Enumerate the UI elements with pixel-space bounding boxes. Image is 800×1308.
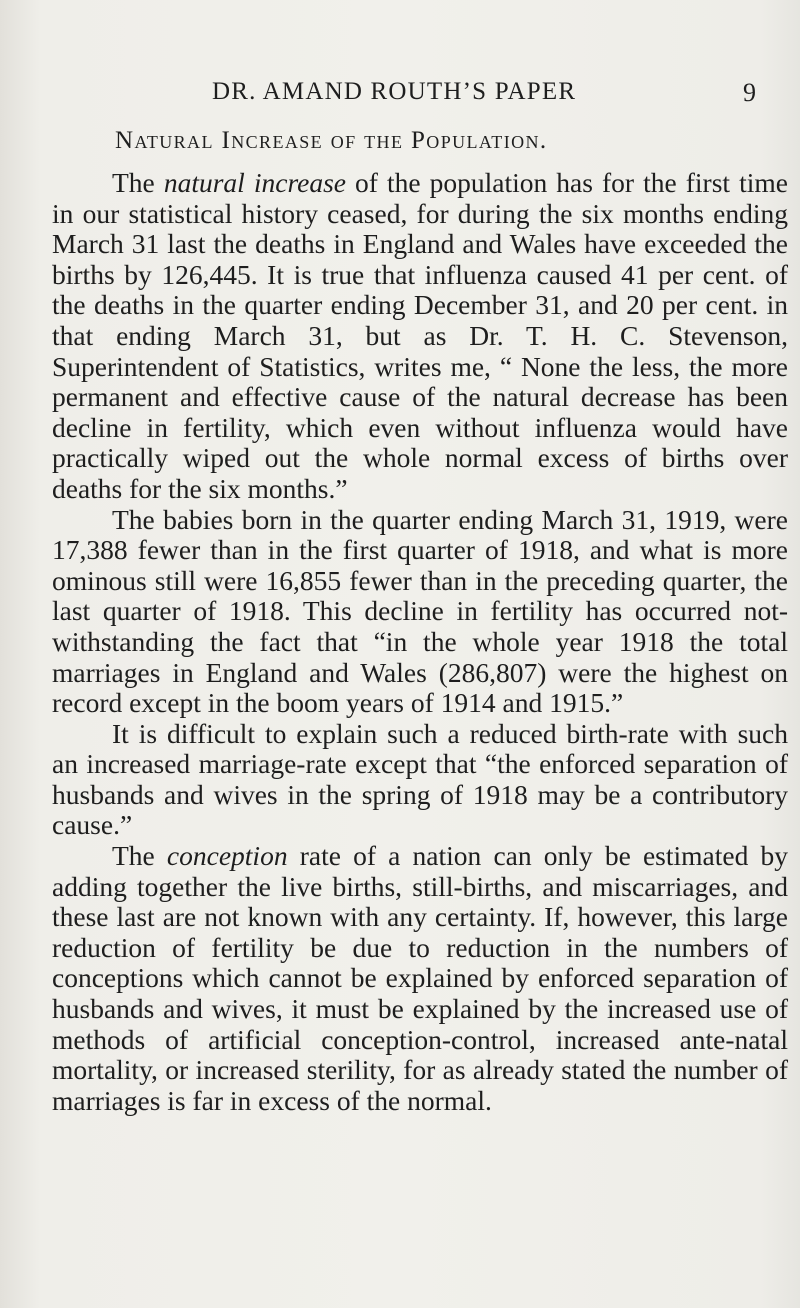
paragraph-lead: The [112,167,164,198]
paragraph-babies-born [52,505,788,719]
emphasis-natural-increase: natural increase [163,167,346,198]
body-text [52,168,788,1116]
paragraph-birth-rate [52,719,788,841]
paragraph-conception-rate [52,841,788,1116]
section-title: Natural Increase of the Population. [115,127,548,154]
paragraph-text: rate of a nation can only be estimated by adding together the live births, still-births, and miscarriages, and these last are not known with any certainty. If, however, this large reduction of fertility be due to reduction in the numbers of conceptions which cannot be explained by enforced separation of husbands and wives, it must be explained by the increased use of methods of artificial conception-control, increased ante-natal mortality, or increased sterility, for as already stated the number of marriages is far in excess of the normal. [52,840,788,1116]
paragraph-natural-increase [52,168,788,505]
paragraph-text: The babies born in the quarter ending March 31, 1919, were 17,388 fewer than in the first quarter of 1918, and what is more ominous still were 16,855 fewer than in the preceding quarter, the last quarter of 1918. This decline in fertility has occurred not-withstanding the fact that “in the whole year 1918 the total marriages in England and Wales (286,807) were the highest on record except in the boom years of 1914 and 1915.” [52,503,788,719]
paragraph-text: It is difficult to explain such a reduced birth-rate with such an increased marriage-rate except that “the enforced separation of husbands and wives in the spring of 1918 may be a contributory cause.” [52,717,788,841]
running-head: DR. AMAND ROUTH’S PAPER [212,78,577,105]
emphasis-conception: conception [166,840,288,872]
page-number: 9 [743,78,756,107]
paragraph-lead: The [112,840,167,872]
paragraph-text: of the population has for the first time in our statistical history ceased, for during the six months ending March 31 last the deaths in England and Wales have exceeded the births by 126,445. It is true that influenza caused 41 per cent. of the deaths in the quarter ending December 31, and 20 per cent. in that ending March 31, but as Dr. T. H. C. Stevenson, Superintendent of Statistics, writes me, “ None the less, the more permanent and effective cause of the natural decrease has been decline in fertility, which even without influenza would have practically wiped out the whole normal excess of births over deaths for the six months.” [52,167,788,504]
